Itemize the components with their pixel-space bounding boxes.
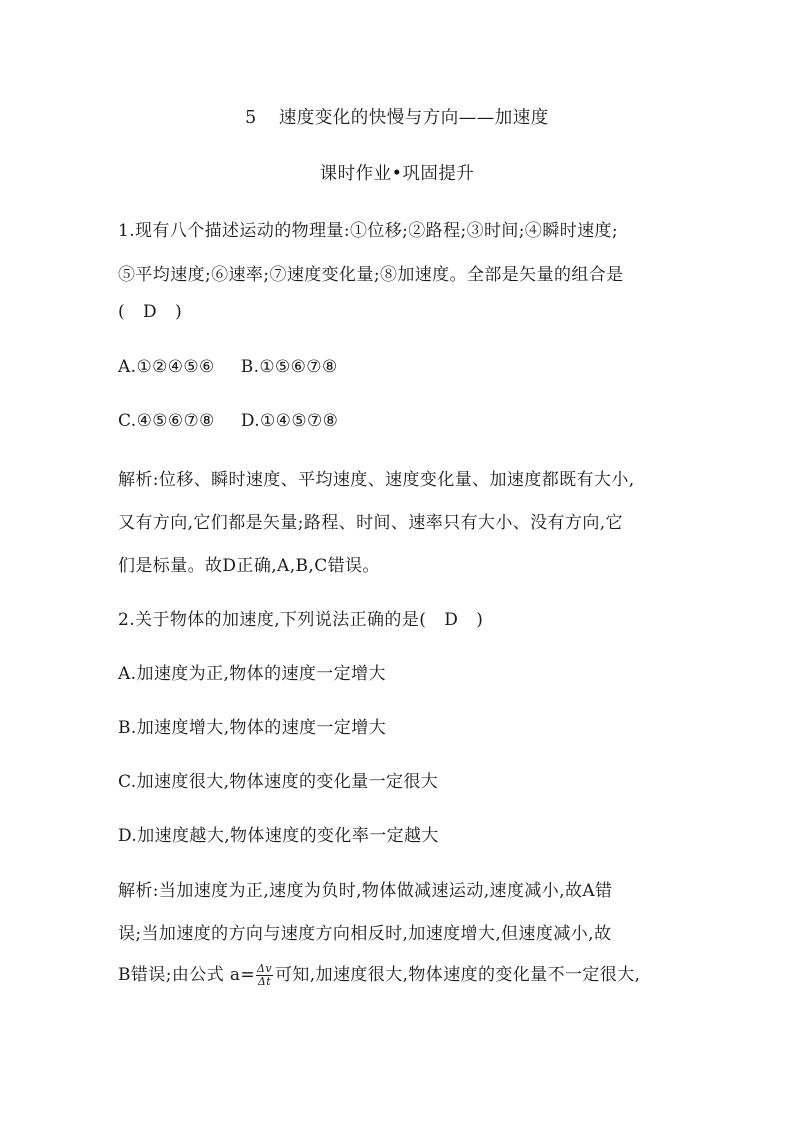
q1-option-b: B.①⑤⑥⑦⑧ [240, 357, 338, 377]
lesson-title [0, 104, 794, 129]
q1-paren-open: ( [118, 302, 126, 322]
q2-analysis-line3-post: 可知,加速度很大,物体速度的变化量不一定很大, [274, 965, 641, 985]
q1-paren-close: ) [175, 302, 183, 322]
q1-options-cd [118, 411, 688, 431]
q2-stem [118, 605, 688, 630]
q1-analysis-line3: 们是标量。故D正确,A,B,C错误。 [118, 556, 380, 576]
acceleration-formula-fraction [256, 963, 273, 988]
q1-answer: D [143, 302, 158, 322]
q1-options-ab [118, 357, 688, 377]
lesson-title-text: 速度变化的快慢与方向——加速度 [278, 108, 549, 128]
formula-denominator: Δt [257, 975, 272, 988]
q2-option-c: C.加速度很大,物体速度的变化量一定很大 [118, 772, 439, 792]
section-title: 课时作业•巩固提升 [319, 164, 475, 184]
lesson-number: 5 [245, 108, 257, 128]
q2-analysis-line3 [118, 960, 688, 988]
q2-analysis-line1: 解析:当加速度为正,速度为负时,物体做减速运动,速度减小,故A错 [118, 881, 613, 901]
q1-option-c: C.④⑤⑥⑦⑧ [118, 411, 215, 431]
q1-answer-paren [118, 302, 688, 322]
q2-answer: D [444, 610, 459, 630]
q1-analysis-line2: 又有方向,它们都是矢量;路程、时间、速率只有大小、没有方向,它 [118, 513, 623, 533]
formula-numerator: Δv [257, 962, 272, 975]
q1-stem-line1: 1.现有八个描述运动的物理量:①位移;②路程;③时间;④瞬时速度; [118, 221, 619, 241]
q2-analysis-line3-pre: B错误;由公式 a= [118, 965, 256, 985]
q1-option-d: D.①④⑤⑦⑧ [240, 411, 339, 431]
q1-option-a: A.①②④⑤⑥ [118, 357, 215, 377]
q2-option-a: A.加速度为正,物体的速度一定增大 [118, 664, 386, 684]
q2-option-d: D.加速度越大,物体速度的变化率一定越大 [118, 826, 439, 846]
q2-analysis-line2: 误;当加速度的方向与速度方向相反时,加速度增大,但速度减小,故 [118, 924, 612, 944]
q1-stem-line2: ⑤平均速度;⑥速率;⑦速度变化量;⑧加速度。全部是矢量的组合是 [118, 265, 624, 285]
q2-paren-close: ) [476, 610, 484, 630]
q2-option-b: B.加速度增大,物体的速度一定增大 [118, 718, 387, 738]
q2-stem-text: 2.关于物体的加速度,下列说法正确的是( [118, 610, 427, 630]
q1-analysis-line1: 解析:位移、瞬时速度、平均速度、速度变化量、加速度都既有大小, [118, 470, 635, 490]
